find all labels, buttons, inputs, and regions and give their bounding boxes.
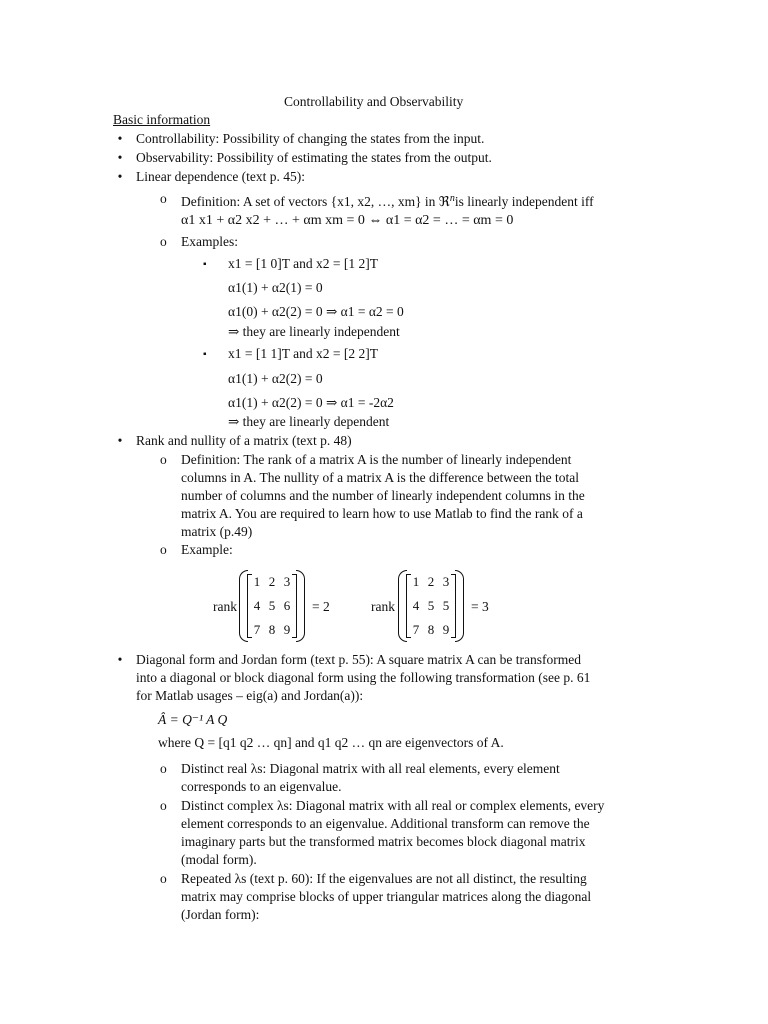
matrix-cell: 1 (253, 574, 261, 589)
square-bullet-marker: ▪ (203, 349, 207, 360)
example-label: Example: (181, 542, 233, 557)
definition-linear-independence: Definition: A set of vectors {x1, x2, …, xm} in ℜ$^n$is linearly independent iff (181, 193, 594, 209)
bullet-controllability: Controllability: Possibility of changing the states from the input. (136, 131, 485, 146)
matrix-cell: 9 (283, 622, 291, 637)
page-title: Controllability and Observability (284, 94, 464, 109)
diagonal-jordan-line-3: for Matlab usages – eig(a) and Jordan(a)): (136, 688, 364, 703)
diagonal-jordan-line-2: into a diagonal or block diagonal form using the following transformation (see p. 61 (136, 670, 591, 685)
transform-equation: Â = Q⁻¹ A Q (158, 712, 228, 727)
repeated-line-2: matrix may comprise blocks of upper triangular matrices along the diagonal (181, 889, 592, 904)
rank-label: rank (213, 599, 237, 614)
matrix-cell: 8 (427, 622, 435, 637)
bullet-marker: • (117, 169, 123, 184)
matrix-cell: 2 (427, 574, 435, 589)
where-eigenvectors-line: where Q = [q1 q2 … qn] and q1 q2 … qn are eigenvectors of A. (158, 735, 504, 750)
bullet-linear-dependence: Linear dependence (text p. 45): (136, 169, 306, 184)
distinct-complex-line-2: element corresponds to an eigenvalue. Additional transform can remove the (181, 816, 590, 831)
repeated-line-3: (Jordan form): (181, 907, 260, 922)
linear-independence-equation: α1 x1 + α2 x2 + … + αm xm = 0 ⇔ α1 = α2 = … = αm = 0 (181, 213, 514, 228)
paren-right (296, 570, 305, 642)
example1-eq1: α1(1) + α2(1) = 0 (228, 280, 323, 295)
example2-eq2: α1(1) + α2(2) = 0 ⇒ α1 = -2α2 (228, 395, 394, 410)
matrix-cell: 5 (268, 598, 276, 613)
rank-matrix-1 (239, 570, 305, 640)
rank-result: = 3 (471, 599, 489, 614)
example1-conclusion: ⇒ they are linearly independent (228, 324, 400, 339)
paren-right (455, 570, 464, 642)
bullet-marker: • (117, 433, 123, 448)
sub-bullet-marker: o (160, 234, 167, 249)
example1-eq2: α1(0) + α2(2) = 0 ⇒ α1 = α2 = 0 (228, 304, 404, 319)
matrix-cell: 7 (412, 622, 420, 637)
matrix-cell: 3 (283, 574, 291, 589)
sub-bullet-marker: o (160, 871, 167, 886)
bullet-marker: • (117, 652, 123, 667)
distinct-complex-line-4: (modal form). (181, 852, 257, 867)
example2-conclusion: ⇒ they are linearly dependent (228, 414, 390, 429)
definition-text-b: is linearly independent iff (454, 194, 594, 209)
rank-label: rank (371, 599, 395, 614)
bullet-marker: • (117, 150, 123, 165)
bullet-marker: • (117, 131, 123, 146)
matrix-cell: 7 (253, 622, 261, 637)
matrix-cell: 5 (442, 598, 450, 613)
rank-definition-line-5: matrix (p.49) (181, 524, 253, 539)
matrix-cell: 4 (253, 598, 261, 613)
example2-vectors: x1 = [1 1]T and x2 = [2 2]T (228, 346, 378, 361)
distinct-real-line-2: corresponds to an eigenvalue. (181, 779, 342, 794)
sub-bullet-marker: o (160, 191, 167, 206)
bullet-rank-nullity: Rank and nullity of a matrix (text p. 48) (136, 433, 352, 448)
matrix-cell: 5 (427, 598, 435, 613)
rank-definition-line-2: columns in A. The nullity of a matrix A is the difference between the total (181, 470, 580, 485)
rank-definition-line-4: matrix A. You are required to learn how to use Matlab to find the rank of a (181, 506, 583, 521)
rank-matrix-2 (398, 570, 464, 640)
matrix-cell: 3 (442, 574, 450, 589)
sub-bullet-marker: o (160, 798, 167, 813)
rank-definition-line-1: Definition: The rank of a matrix A is the number of linearly independent (181, 452, 572, 467)
sub-bullet-marker: o (160, 542, 167, 557)
rank-definition-line-3: number of columns and the number of linearly independent columns in the (181, 488, 585, 503)
sub-bullet-marker: o (160, 452, 167, 467)
matrix-cell: 8 (268, 622, 276, 637)
rank-result: = 2 (312, 599, 330, 614)
example1-vectors: x1 = [1 0]T and x2 = [1 2]T (228, 256, 378, 271)
matrix-cell: 2 (268, 574, 276, 589)
matrix-cell: 1 (412, 574, 420, 589)
matrix-cell: 6 (283, 598, 291, 613)
section-heading-basic-information: Basic information (113, 112, 211, 127)
diagonal-jordan-line-1: Diagonal form and Jordan form (text p. 55): A square matrix A can be transformed (136, 652, 582, 667)
example2-eq1: α1(1) + α2(2) = 0 (228, 371, 323, 386)
matrix-cell: 4 (412, 598, 420, 613)
examples-label: Examples: (181, 234, 238, 249)
repeated-line-1: Repeated λs (text p. 60): If the eigenvalues are not all distinct, the resulting (181, 871, 587, 886)
square-bullet-marker: ▪ (203, 259, 207, 270)
distinct-real-line-1: Distinct real λs: Diagonal matrix with all real elements, every element (181, 761, 560, 776)
sub-bullet-marker: o (160, 761, 167, 776)
bullet-observability: Observability: Possibility of estimating the states from the output. (136, 150, 492, 165)
matrix-cell: 9 (442, 622, 450, 637)
distinct-complex-line-1: Distinct complex λs: Diagonal matrix with all real or complex elements, every (181, 798, 605, 813)
definition-text-a: Definition: A set of vectors {x1, x2, …, xm} in ℜ (181, 194, 450, 209)
distinct-complex-line-3: imaginary parts but the transformed matrix becomes block diagonal matrix (181, 834, 586, 849)
